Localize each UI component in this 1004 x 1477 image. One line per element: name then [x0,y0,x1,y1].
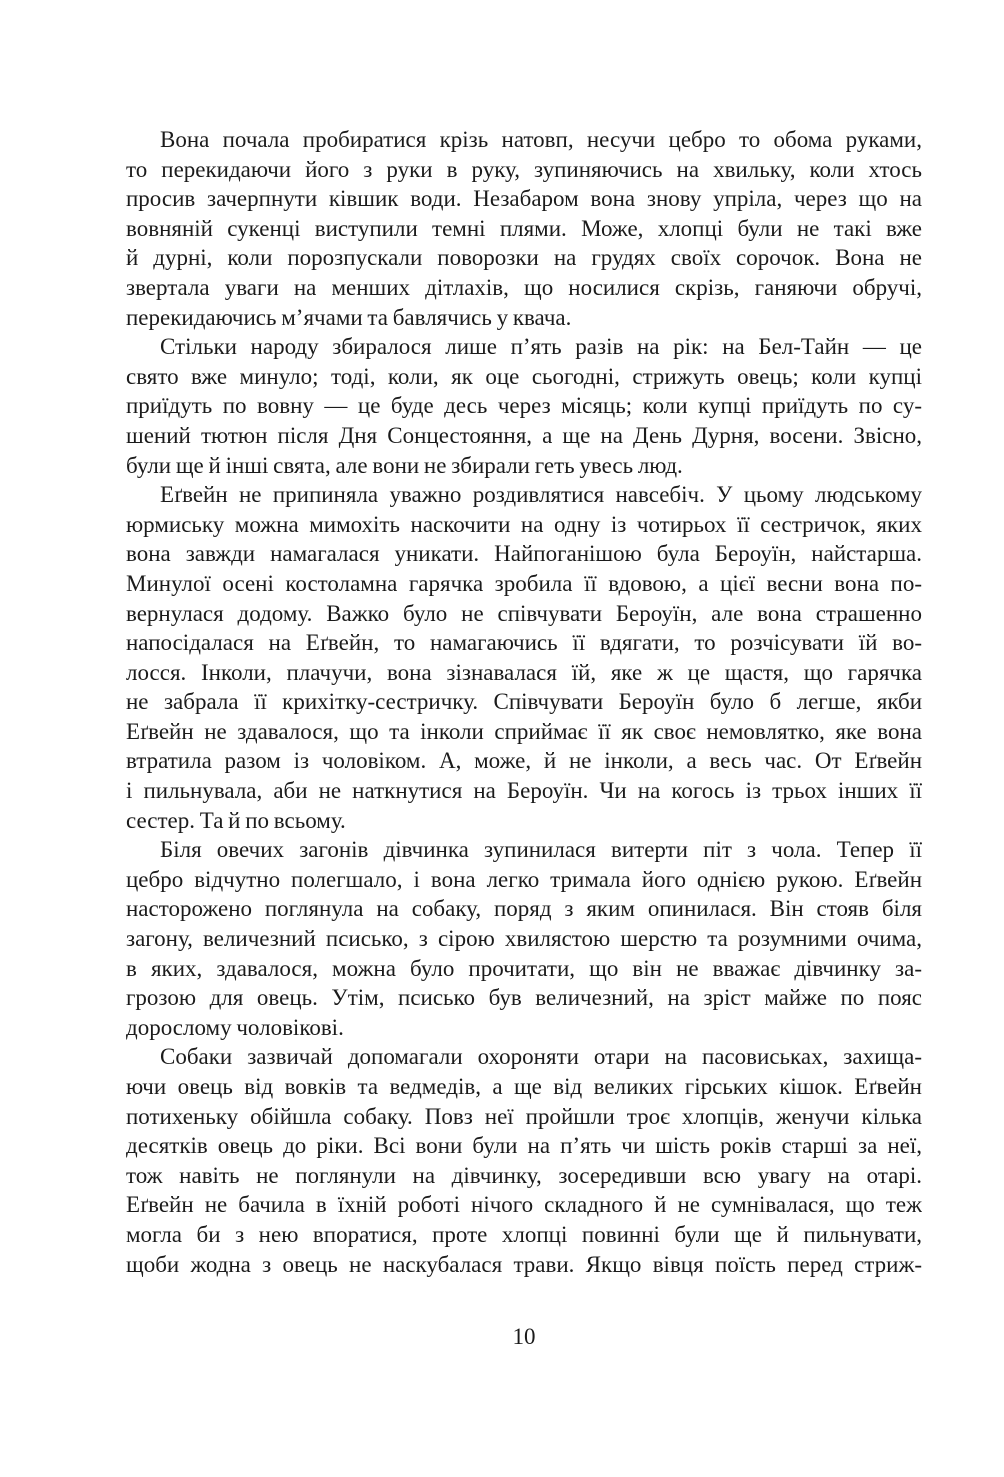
text-line: втратила разом із чоловіком. А, може, й не інколи, а весь час. От Еґвейн [126,748,922,774]
text-line: грозою для овець. Утім, псисько був величезний, на зріст майже по пояс [126,985,922,1011]
text-line: в яких, здавалося, можна було прочитати, що він не вважає дівчинку за- [126,955,922,981]
paragraph [126,125,922,332]
text-line: ючи овець від вовків та ведмедів, а ще від великих гірських кішок. Еґвейн [126,1074,922,1099]
text-line: перекидаючись м’ячами та бавлячись у квача. [126,304,572,330]
text-line: лосся. Інколи, плачучи, вона зізнавалася їй, яке ж це щастя, що гарячка [126,659,922,685]
text-line: насторожено поглянула на собаку, поряд з яким опинилася. Він стояв біля [126,896,922,922]
text-line: приїдуть по вовну — це буде десь через місяць; коли купці приїдуть по су- [126,393,922,419]
text-line: Біля овечих загонів дівчинка зупинилася витерти піт з чола. Тепер її [160,837,922,863]
text-line: щоби жодна з овець не наскубалася трави. Якщо вівця поїсть перед стриж- [126,1251,922,1277]
text-line: шений тютюн після Дня Сонцестояння, а ще на День Дурня, восени. Звісно, [126,422,922,448]
text-line: юрмиську можна мимохіть наскочити на одну із чотирьох її сестричок, яких [126,511,922,537]
text-line: вернулася додому. Важко було не співчувати Бероуїн, але вона страшенно [126,600,922,626]
text-line: просив зачерпнути ківшик води. Незабаром вона знову упріла, через що на [126,186,922,212]
paragraph [126,480,922,835]
page-number: 10 [512,1324,536,1349]
paragraph [126,835,922,1042]
text-line: вовняній сукенці виступили темні плями. Може, хлопці були не такі вже [126,215,922,241]
text-line: тож навіть не поглянули на дівчинку, зосередивши всю увагу на отарі. [126,1162,922,1188]
text-line: й дурні, коли порозпускали поворозки на грудях своїх сорочок. Вона не [126,245,922,271]
text-line: потихеньку обійшла собаку. Повз неї пройшли троє хлопців, женучи кілька [126,1103,922,1129]
text-line: могла би з нею впоратися, проте хлопці повинні були ще й пильнувати, [126,1221,922,1247]
paragraph [126,1042,922,1279]
text-line: були ще й інші свята, але вони не збирали геть увесь люд. [126,452,683,478]
text-line: Стільки народу збиралося лише п’ять разів на рік: на Бел-Тайн — це [160,334,922,360]
text-line: свято вже минуло; тоді, коли, як оце сьогодні, стрижуть овець; коли купці [126,363,922,389]
text-line: Еґвейн не здавалося, що та інколи сприймає її як своє немовлятко, яке вона [126,718,922,744]
text-line: звертала уваги на менших дітлахів, що носилися скрізь, ганяючи обручі, [126,274,922,300]
paragraph [126,332,922,480]
text-line: напосідалася на Еґвейн, то намагаючись її вдягати, то розчісувати їй во- [126,630,922,656]
text-line: цебро відчутно полегшало, і вона легко тримала його однією рукою. Еґвейн [126,866,922,892]
text-line: дорослому чоловікові. [126,1014,344,1040]
text-line: вона завжди намагалася уникати. Найпоганішою була Бероуїн, найстарша. [126,541,922,567]
text-line: не забрала її крихітку-сестричку. Співчувати Бероуїн було б легше, якби [126,689,922,715]
text-line: Вона почала пробиратися крізь натовп, несучи цебро то обома руками, [160,127,922,152]
text-line: сестер. Та й по всьому. [126,807,346,833]
text-line: Еґвейн не бачила в їхній роботі нічого складного й не сумнівалася, що теж [126,1192,922,1218]
text-line: і пильнувала, аби не наткнутися на Бероуїн. Чи на когось із трьох інших її [126,778,922,804]
text-line: Еґвейн не припиняла уважно роздивлятися навсебіч. У цьому людському [160,482,922,508]
text-line: десятків овець до ріки. Всі вони були на п’ять чи шість років старші за неї, [126,1133,922,1159]
text-line: Собаки зазвичай допомагали охороняти отари на пасовиськах, захища- [160,1044,922,1070]
text-line: загону, величезний псисько, з сірою хвилястою шерстю та розумними очима, [126,926,922,952]
page-text [126,125,922,1279]
text-line: Минулої осені костоламна гарячка зробила її вдовою, а цієї весни вона по- [126,570,922,596]
text-line: то перекидаючи його з руки в руку, зупиняючись на хвильку, коли хтось [126,156,922,182]
